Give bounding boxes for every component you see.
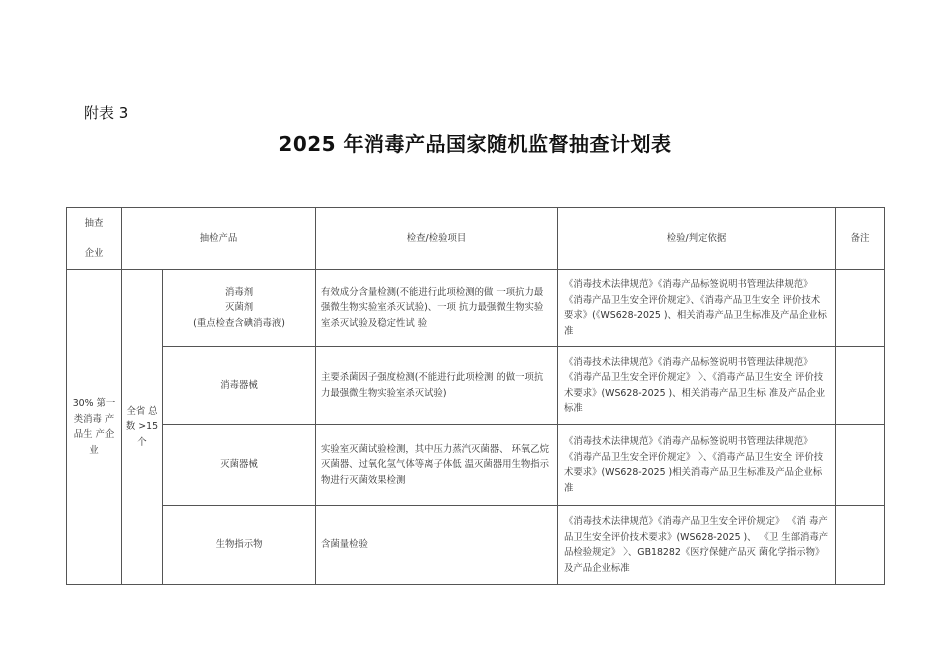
product-line: (重点检查含碘消毒液)	[193, 317, 285, 329]
product-cell	[163, 270, 316, 347]
page-title: 2025 年消毒产品国家随机监督抽查计划表	[278, 132, 672, 156]
table-header-row	[67, 208, 885, 270]
product-line: 灭菌器械	[220, 459, 258, 471]
table-row	[67, 425, 885, 506]
appendix-label: 附表 3	[84, 104, 129, 122]
notes-cell	[836, 506, 885, 585]
items-cell: 主要杀菌因子强度检测(不能进行此项检测 的做一项抗力最强微生物实验室杀灭试验)	[316, 347, 558, 425]
basis-cell: 《消毒技术法律规范》《消毒产品标签说明书管理法律规范》 《消毒产品卫生安全评价规定》 〉、《消毒产品卫生安全 评价技术要求》(WS628-2025 )相关消毒产品卫生标准及产品企业标准	[558, 425, 836, 506]
basis-cell: 《消毒技术法律规范》《消毒产品卫生安全评价规定》 《消 毒产品卫生安全评价技术要求》(WS628-2025 )、 《卫 生部消毒产品检验规定》 〉、GB18282《医疗保健产品灭 菌化学指示物》及产品企业标准	[558, 506, 836, 585]
product-line: 消毒器械	[220, 379, 258, 391]
product-line: 灭菌剂	[224, 302, 254, 314]
product-cell	[163, 347, 316, 425]
header-basis: 检验/判定依据	[558, 208, 836, 270]
notes-cell	[836, 425, 885, 506]
header-notes: 备注	[836, 208, 885, 270]
product-cell	[163, 506, 316, 585]
items-cell: 有效成分含量检测(不能进行此项检测的做 一项抗力最强微生物实验室杀灭试验)、一项 抗力最强微生物实验室杀灭试验及稳定性试 验	[316, 270, 558, 347]
items-cell: 实验室灭菌试验检测，其中压力蒸汽灭菌器、 环氧乙烷灭菌器、过氧化氢气体等离子体低 温灭菌器用生物指示物进行灭菌效果检测	[316, 425, 558, 506]
notes-cell	[836, 270, 885, 347]
header-company	[67, 208, 122, 270]
table-row	[67, 506, 885, 585]
basis-cell: 《消毒技术法律规范》《消毒产品标签说明书管理法律规范》 《消毒产品卫生安全评价规定》 〉、《消毒产品卫生安全 评价技术要求》(WS628-2025 )、相关消毒产品卫生标 准及产品企业标准	[558, 347, 836, 425]
product-line: 消毒剂	[224, 286, 254, 298]
header-items: 检查/检验项目	[316, 208, 558, 270]
table-row	[67, 270, 885, 347]
company-category-cell: 30% 第一类消毒 产品生 产企业	[67, 270, 122, 585]
inspection-plan-table	[66, 207, 885, 585]
basis-cell: 《消毒技术法律规范》《消毒产品标签说明书管理法律规范》 《消毒产品卫生安全评价规定》、《消毒产品卫生安全 评价技术要求》(《WS628-2025 )、相关消毒产品卫生标准及产品企业标准	[558, 270, 836, 347]
product-cell	[163, 425, 316, 506]
table-row	[67, 347, 885, 425]
notes-cell	[836, 347, 885, 425]
header-company-line2: 企业	[84, 247, 104, 259]
items-cell: 含菌量检验	[316, 506, 558, 585]
header-product: 抽检产品	[122, 208, 316, 270]
product-line: 生物指示物	[215, 539, 263, 551]
scope-cell: 全省 总数 >15 个	[122, 270, 163, 585]
header-company-line1: 抽查	[84, 218, 104, 229]
